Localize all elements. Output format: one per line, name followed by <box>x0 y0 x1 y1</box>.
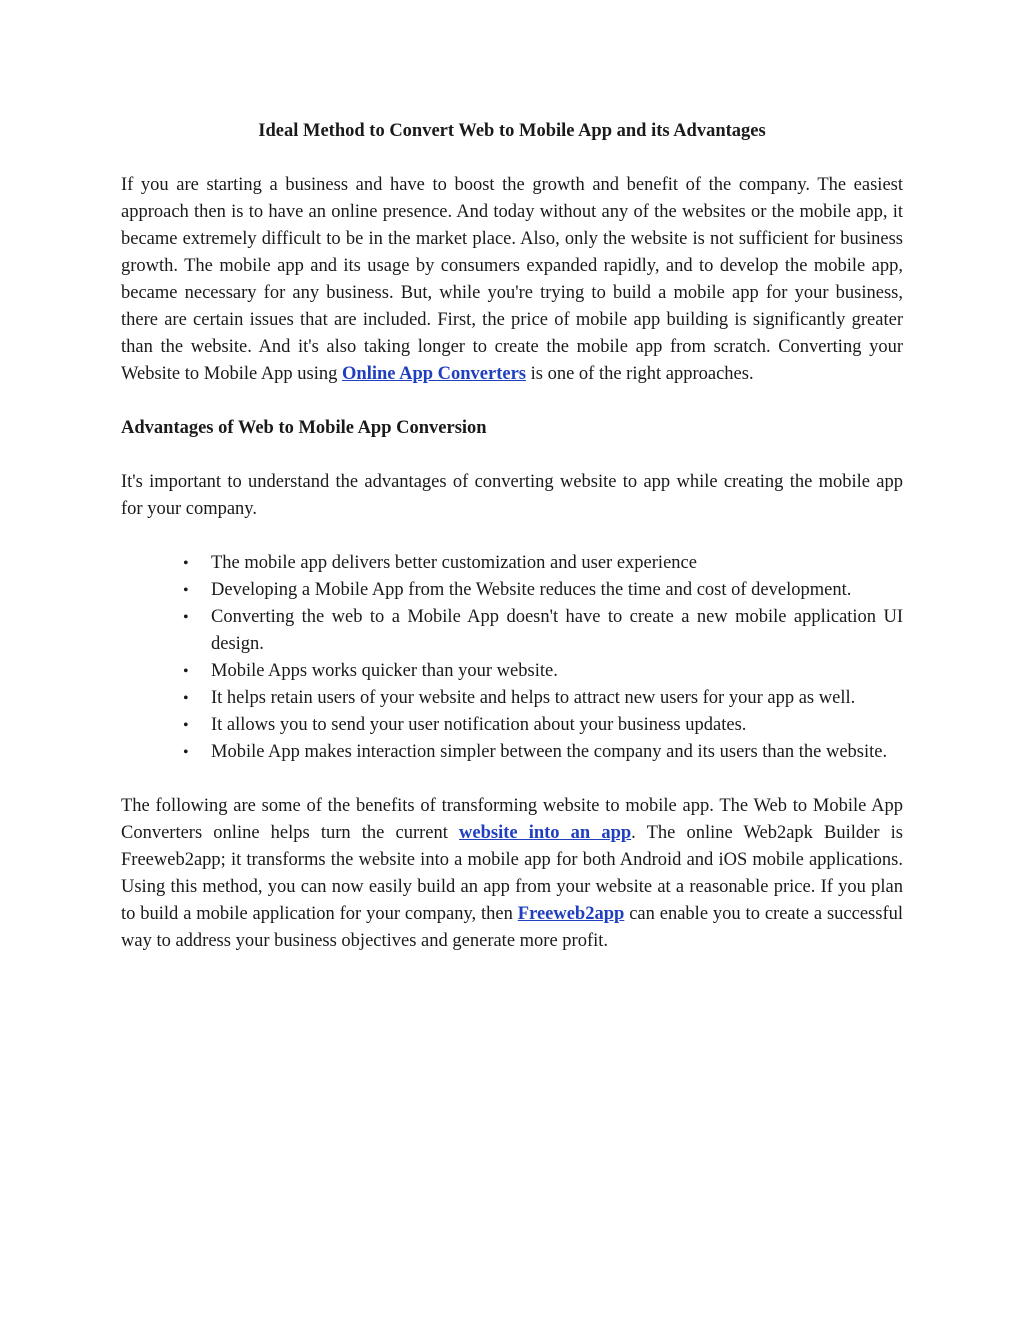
online-app-converters-link[interactable]: Online App Converters <box>342 364 526 384</box>
advantages-list <box>121 550 903 766</box>
bullet-icon: • <box>183 717 189 734</box>
list-item: • Mobile App makes interaction simpler between the company and its users than the website. <box>121 739 903 766</box>
section-heading: Advantages of Web to Mobile App Conversion <box>121 418 487 438</box>
website-into-an-app-link[interactable]: website into an app <box>459 823 632 843</box>
bullet-icon: • <box>183 663 189 680</box>
bullet-icon: • <box>183 744 189 761</box>
list-item: • It allows you to send your user notification about your business updates. <box>121 712 903 739</box>
intro-text: If you are starting a business and have to boost the growth and benefit of the company. The easiest approach then is to have an online presence. And today without any of the websites or the mobile app, it became extremely difficult to be in the market place. Also, only the website is not sufficient for business growth. The mobile app and its usage by consumers expanded rapidly, and to develop the mobile app, became necessary for any business. But, while you're trying to build a mobile app for your business, there are certain issues that are included. First, the price of mobile app building is significantly greater than the website. And it's also taking longer to create the mobile app from scratch. Converting your Website to Mobile App using <box>121 175 903 384</box>
document-title: Ideal Method to Convert Web to Mobile App and its Advantages <box>258 121 766 141</box>
freeweb2app-link[interactable]: Freeweb2app <box>517 904 625 924</box>
intro-text-end: is one of the right approaches. <box>526 364 754 384</box>
list-item: • Developing a Mobile App from the Website reduces the time and cost of development. <box>121 577 903 604</box>
bullet-icon: • <box>183 609 189 626</box>
bullet-icon: • <box>183 582 189 599</box>
list-item: • It helps retain users of your website and helps to attract new users for your app as well. <box>121 685 903 712</box>
list-item: • Mobile Apps works quicker than your website. <box>121 658 903 685</box>
intro-paragraph <box>121 172 903 388</box>
section-intro-paragraph: It's important to understand the advantages of converting website to app while creating the mobile app for your company. <box>121 472 903 519</box>
bullet-icon: • <box>183 690 189 707</box>
conclusion-paragraph: The following are some of the benefits of transforming website to mobile app. The Web to Mobile App Converters online helps turn the current website into an app. The online Web2apk Builder is Freeweb2app; it transforms the website into a mobile app for both Android and iOS mobile applications. Using this method, you can now easily build an app from your website at a reasonable price. If you plan to build a mobile application for your company, then Freeweb2app can enable you to create a successful way to address your business objectives and generate more profit. <box>121 796 903 951</box>
list-item: • Converting the web to a Mobile App doesn't have to create a new mobile application UI design. <box>121 604 903 658</box>
list-item: • The mobile app delivers better customization and user experience <box>121 550 903 577</box>
bullet-icon: • <box>183 555 189 572</box>
document-page <box>121 118 903 982</box>
